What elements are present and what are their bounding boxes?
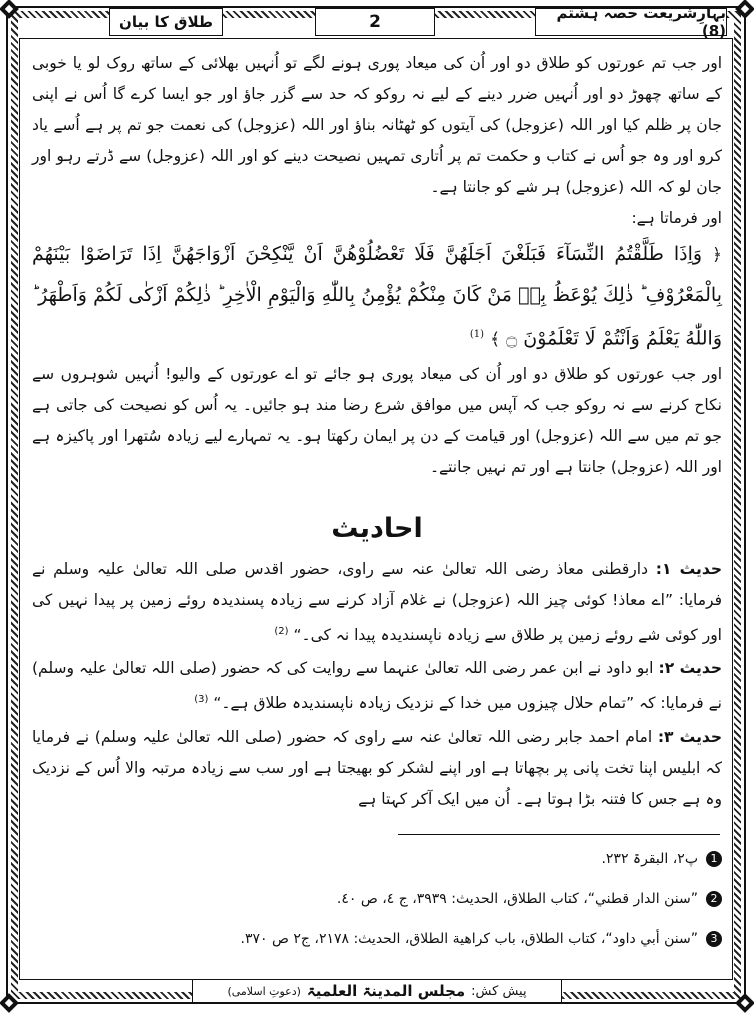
lead-line: اور فرماتا ہے: [631,209,722,227]
footnote-ref: (1) [469,329,485,340]
footnote-text: ”سنن الدار قطني“، كتاب الطلاق، الحديث: ۳۹۳۹، ج ٤، ص ٤٠. [336,891,698,907]
ayah-open-bracket: ﴿ [712,245,722,265]
footnote-divider [398,834,720,835]
footnote-ref: (3) [194,694,209,706]
footnotes [32,846,722,966]
chapter-title: طلاق کا بیان [109,8,223,36]
hadith-2 [32,653,722,719]
footnote-item [32,886,722,926]
translation-paragraph-2: اور جب عورتوں کو طلاق دو اور اُن کی میعاد پوری ہو جائے تو اے عورتوں کے والیو! اُنہیں شوہروں سے نکاح کرنے سے نہ روکو جب کہ آپس میں موافق شرع رضا مند ہو جائیں۔ یہ اُس کو نصیحت کی جاتی ہے جو تم میں سے اللہ (عزوجل) اور قیامت کے دن پر ایمان رکھتا ہو۔ یہ تمہارے لیے زیادہ سُتھرا اور پاکیزہ ہے اور اللہ (عزوجل) جانتا ہے اور تم نہیں جانتے۔ [32,365,722,477]
footnote-text: پ۲، البقرۃ ۲۳۲. [601,851,698,867]
footnote-text: ”سنن أبي داود“، كتاب الطلاق، باب كراهية الطلاق، الحديث: ۲۱۷۸، ج۲ ص ۳۷۰. [240,931,698,947]
publisher-sub: (دعوتِ اسلامی) [227,984,301,998]
hadith-3 [32,722,722,815]
publisher-footer [192,979,562,1003]
footnote-item [32,926,722,966]
translation-paragraph-1: اور جب تم عورتوں کو طلاق دو اور اُن کی میعاد پوری ہونے لگے تو اُنہیں بھلائی کے ساتھ روک لو یا خوبی کے ساتھ چھوڑ دو اور اُنہیں ضرر دینے کے لیے نہ روکو کہ حد سے گزر جاؤ اور جو ایسا کرے گا اُس نے اپنی جان پر ظلم کیا اور اللہ (عزوجل) کی آیتوں کو ٹھٹانہ بناؤ اور اللہ (عزوجل) کی نعمت جو تم پر ہے اُسے یاد کرو اور وہ جو اُس نے کتاب و حکمت تم پر اُتاری تمہیں نصیحت دینے کو اور اللہ (عزوجل) سے ڈرتے رہو اور جان لو کہ اللہ (عزوجل) ہر شے کو جانتا ہے۔ [32,54,722,196]
hadith-label: حدیث ۳: [657,727,723,746]
footnote-number: 2 [706,891,722,907]
page-number: 2 [315,8,435,36]
hadith-text: دارقطنی معاذ رضی اللہ تعالیٰ عنہ سے راوی، حضور اقدس صلی اللہ تعالیٰ علیہ وسلم نے فرمایا: ”اے معاذ! کوئی چیز اللہ (عزوجل) نے غلام آزاد کرنے سے زیادہ پسندیدہ روئے زمین پر پیدا نہیں کی اور کوئی شے روئے زمین پر طلاق سے زیادہ ناپسندیدہ پیدا نہ کی۔“ [32,560,722,645]
hadith-label: حدیث ۲: [658,659,722,678]
ayah-text: وَاِذَا طَلَّقْتُمُ النِّسَآءَ فَبَلَغْنَ اَجَلَهُنَّ فَلَا تَعْضُلُوْهُنَّ اَنْ یَّنْكِحْنَ اَزْوَاجَهُنَّ اِذَا تَرَاضَوْا بَیْنَهُمْ بِالْمَعْرُوْفِ ؕ ذٰلِكَ یُوْعَظُ بِهٖ مَنْ كَانَ مِنْكُمْ یُؤْمِنُ بِاللّٰهِ وَالْیَوْمِ الْاٰخِرِ ؕ ذٰلِكُمْ اَزْكٰى لَكُمْ وَاَطْهَرُ ؕ وَاللّٰهُ یَعْلَمُ وَاَنْتُمْ لَا تَعْلَمُوْنَ ۝ [32,243,722,350]
publisher-name: مجلس المدینۃ العلمیۃ [306,982,466,1000]
footer-prefix: پیش کش: [471,983,527,999]
ayah-close-bracket: ﴾ [490,329,501,350]
hadith-text: امام احمد جابر رضی اللہ تعالیٰ عنہ سے راوی کہ حضور (صلی اللہ تعالیٰ علیہ وسلم) نے فرمایا کہ ابلیس اپنا تخت پانی پر بچھاتا ہے اور اپنے لشکر کو بھیجتا ہے اور سب سے زیادہ مرتبہ والا اُس کے نزدیک وہ ہے جس کا فتنہ بڑا ہوتا ہے۔ اُن میں ایک آکر کہتا ہے [32,727,722,808]
main-content [32,48,722,815]
footnote-number: 3 [706,931,722,947]
hadith-1 [32,554,722,651]
page-header [19,4,733,40]
footnote-number: 1 [706,851,722,867]
hadith-label: حدیث ۱: [655,560,723,579]
section-heading: احادیث [331,513,423,545]
book-title: بہارِشریعت حصہ ہشتم (8) [535,8,727,36]
footnote-item [32,846,722,886]
footnote-ref: (2) [274,626,289,638]
hadith-text: ابو داود نے ابن عمر رضی اللہ تعالیٰ عنہما سے روایت کی کہ حضور (صلی اللہ تعالیٰ علیہ وسلم) نے فرمایا: کہ ”تمام حلال چیزوں میں خدا کے نزدیک زیادہ ناپسندیدہ طلاق ہے۔“ [32,659,722,713]
quran-verse [32,234,722,359]
